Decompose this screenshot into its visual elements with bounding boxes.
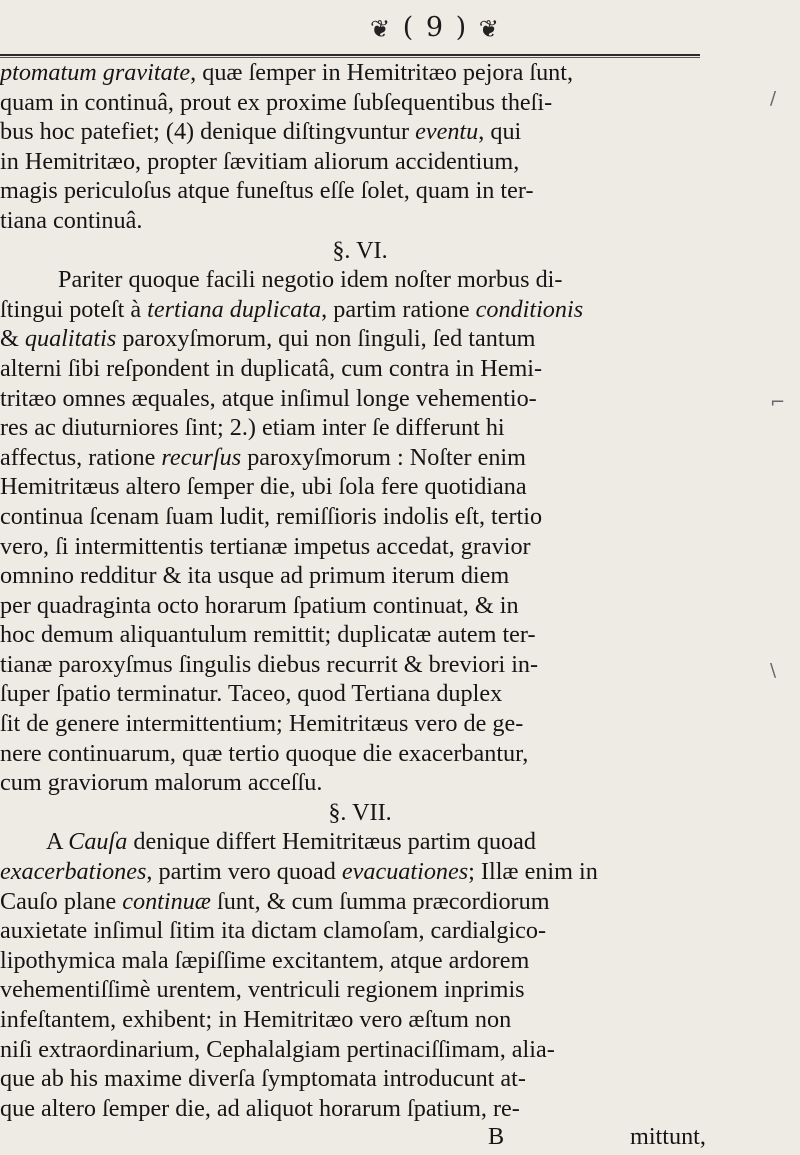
catchword: mittunt, <box>630 1123 706 1150</box>
footer-line <box>0 1122 720 1152</box>
text-segment: ſit de genere intermittentium; Hemitritæus vero de ge- <box>0 710 524 738</box>
text-line <box>0 236 720 266</box>
text-segment: alterni ſibi reſpondent in duplicatâ, cum contra in Hemi- <box>0 354 543 382</box>
text-line <box>0 857 720 887</box>
text-segment: quam in continuâ, prout ex proxime ſubſequentibus theſi- <box>0 88 553 116</box>
text-line <box>0 384 720 414</box>
italic-text: tertiana duplicata <box>147 295 322 323</box>
text-segment: & <box>0 325 25 353</box>
text-line <box>0 916 720 946</box>
text-segment: magis periculoſus atque funeſtus eſſe ſolet, quam in ter- <box>0 177 534 205</box>
text-segment: tritæo omnes æquales, atque inſimul longe vehementio- <box>0 384 537 412</box>
text-line <box>0 827 720 857</box>
text-segment: ſtingui poteſt à <box>0 295 148 323</box>
page-number-line <box>370 12 501 43</box>
text-segment: que ab his maxime diverſa ſymptomata introducunt at- <box>0 1065 526 1093</box>
text-segment: tiana continuâ. <box>0 206 143 234</box>
text-line <box>0 58 720 88</box>
text-line <box>0 798 720 828</box>
text-segment: lipothymica mala ſæpiſſime excitantem, atque ardorem <box>0 946 530 974</box>
right-ornament-icon: ❦ <box>478 14 501 43</box>
text-segment: res ac diuturniores ſint; 2.) etiam inter ſe differunt hi <box>0 414 505 442</box>
italic-text: exacerbationes <box>0 858 147 886</box>
text-segment: §. VII. <box>328 798 392 826</box>
body-text <box>0 58 720 1123</box>
text-segment: in Hemitritæo, propter ſævitiam aliorum accidentium, <box>0 147 520 175</box>
italic-text: continuæ <box>122 887 211 915</box>
text-segment: per quadraginta octo horarum ſpatium continuat, & in <box>0 591 519 619</box>
text-segment: nere continuarum, quæ tertio quoque die exacerbantur, <box>0 739 529 767</box>
text-segment: Hemitritæus altero ſemper die, ubi ſola fere quotidiana <box>0 473 527 501</box>
italic-text: qualitatis <box>24 325 117 353</box>
text-segment: A <box>46 828 69 856</box>
text-segment: , partim vero quoad <box>146 858 342 886</box>
text-segment: hoc demum aliquantulum remittit; duplicatæ autem ter- <box>0 621 536 649</box>
text-line <box>0 176 720 206</box>
text-segment: continua ſcenam ſuam ludit, remiſſioris indolis eſt, tertio <box>0 502 543 530</box>
text-segment: affectus, ratione <box>0 443 162 471</box>
text-line <box>0 679 720 709</box>
text-segment: Cauſo plane <box>0 887 123 915</box>
text-segment: paroxyſmorum, qui non ſinguli, ſed tantum <box>116 325 536 353</box>
italic-text: ptomatum gravitate <box>0 59 191 86</box>
text-line <box>0 561 720 591</box>
text-segment: vero, ſi intermittentis tertianæ impetus accedat, gravior <box>0 532 531 560</box>
text-segment: auxietate inſimul ſitim ita dictam clamoſam, cardialgico- <box>0 917 547 945</box>
text-segment: cum graviorum malorum acceſſu. <box>0 769 323 797</box>
signature-mark: B <box>488 1123 505 1150</box>
text-line <box>0 502 720 532</box>
text-line <box>0 975 720 1005</box>
text-line <box>0 265 720 295</box>
text-line <box>0 650 720 680</box>
margin-mark: \ <box>770 660 777 681</box>
text-segment: ſuper ſpatio terminatur. Taceo, quod Tertiana duplex <box>0 680 503 708</box>
text-line <box>0 768 720 798</box>
text-line <box>0 88 720 118</box>
text-line <box>0 709 720 739</box>
text-line <box>0 295 720 325</box>
text-segment: , partim ratione <box>321 295 476 323</box>
text-segment: ; Illæ enim in <box>468 858 598 886</box>
italic-text: recurſus <box>161 443 242 471</box>
text-line <box>0 946 720 976</box>
italic-text: evacuationes <box>341 858 469 886</box>
text-line <box>0 443 720 473</box>
text-line <box>0 472 720 502</box>
italic-text: conditionis <box>475 295 584 323</box>
text-line <box>0 354 720 384</box>
text-segment: denique differt Hemitritæus partim quoad <box>127 828 536 856</box>
text-line <box>0 1035 720 1065</box>
text-line <box>0 324 720 354</box>
text-line <box>0 591 720 621</box>
text-segment: omnino redditur & ita usque ad primum iterum diem <box>0 562 510 590</box>
text-segment: niſi extraordinarium, Cephalalgiam pertinaciſſimam, alia- <box>0 1035 555 1063</box>
text-segment: ſunt, & cum ſumma præcordiorum <box>210 887 550 915</box>
italic-text: eventu <box>415 118 479 146</box>
text-line <box>0 1094 720 1124</box>
text-segment: tianæ paroxyſmus ſingulis diebus recurrit & breviori in- <box>0 650 539 678</box>
text-segment: vehementiſſimè urentem, ventriculi regionem inprimis <box>0 976 525 1004</box>
text-line <box>0 117 720 147</box>
text-segment: , qui <box>478 118 522 146</box>
page-header <box>0 6 760 62</box>
margin-mark: ⌐ <box>770 392 786 413</box>
italic-text: Cauſa <box>68 828 128 856</box>
left-ornament-icon: ❦ <box>370 14 393 43</box>
text-line <box>0 1064 720 1094</box>
margin-mark: / <box>770 88 777 109</box>
text-segment: bus hoc patefiet; (4) denique diſtingvuntur <box>0 118 416 146</box>
text-line <box>0 206 720 236</box>
text-segment: , quæ ſemper in Hemitritæo pejora ſunt, <box>190 59 574 86</box>
text-segment: que altero ſemper die, ad aliquot horarum ſpatium, re- <box>0 1094 520 1122</box>
text-line <box>0 887 720 917</box>
text-segment: §. VI. <box>332 236 388 264</box>
text-segment: Pariter quoque facili negotio idem noſter morbus di- <box>58 266 563 294</box>
text-line <box>0 532 720 562</box>
text-line <box>0 147 720 177</box>
text-line <box>0 413 720 443</box>
page-number: ( 9 ) <box>402 12 469 43</box>
text-line <box>0 620 720 650</box>
text-segment: paroxyſmorum : Noſter enim <box>241 443 526 471</box>
text-line <box>0 1005 720 1035</box>
text-segment: infeſtantem, exhibent; in Hemitritæo vero æſtum non <box>0 1006 512 1033</box>
text-line <box>0 739 720 769</box>
